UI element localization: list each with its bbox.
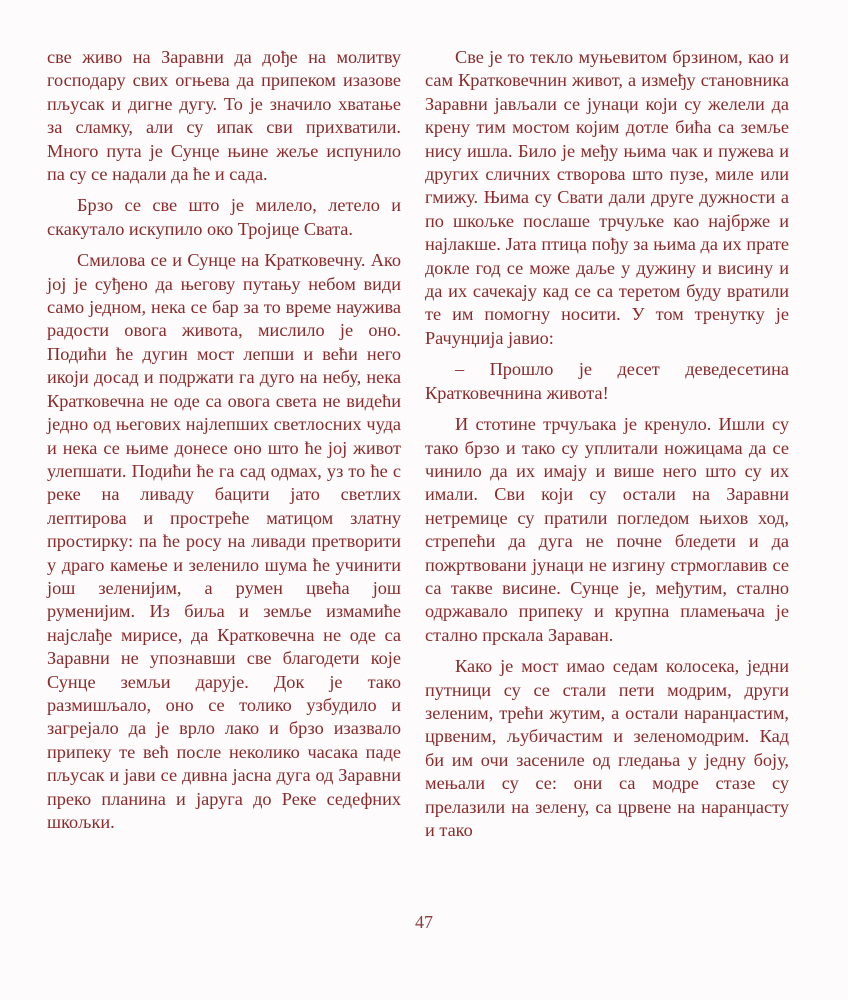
left-text-column	[47, 46, 401, 842]
paragraph: Како је мост имао седам колосека, једни путници су се стали пети модрим, други зеленим, трећи жутим, а остали наранџастим, црвеним, љубичастим и зеленомодрим. Кад би им очи засениле од гледања у једну боју, мењали су се: они са модре стазе су прелазили на зелену, са црвене на наранџасту и тако	[425, 656, 789, 840]
paragraph: све живо на Заравни да дође на молитву господару свих огњева да припеком изазове пљусак и дигне дугу. То је значило хватање за сламку, али су ипак сви прихватили. Много пута је Сунце њине жеље испунило па су се надали да ће и сада.	[47, 47, 401, 185]
page-number: 47	[415, 912, 433, 932]
paragraph: Брзо се све што је милело, летело и скакутало искупило око Тројице Свата.	[47, 195, 401, 239]
paragraph: Све је то текло муњевитом брзином, као и сам Кратковечнин живот, а између становника Заравни јављали се јунаци који су желели да крену тим мостом којим дотле бића са земље нису ишла. Било је међу њима чак и пужева и других сличних створова што пузе, миле или гмижу. Њима су Свати дали друге дужности а по шкољке послаше трчуљке као најбрже и најлакше. Јата птица пођу за њима да их прате докле год се може даље у дужину и висину и да их сачекају кад се са теретом буду вратили те им помогну носити. У том тренутку је Рачунџија јавио:	[425, 47, 789, 348]
right-text-column	[425, 46, 789, 850]
dialogue-line: – Прошло је десет деведесетина Кратковечнина живота!	[425, 359, 789, 403]
paragraph: И стотине трчуљака је кренуло. Ишли су тако брзо и тако су уплитали ножицама да се чинило да их имају и више него што су их имали. Сви који су остали на Заравни нетремице су пратили погледом њихов ход, стрепећи да дуга не почне бледети и да пожртвовани јунаци не изгину стрмоглавив се са такве висине. Сунце је, међутим, стално одржавало припеку и крупна пламењача је стално прскала Зараван.	[425, 414, 789, 645]
paragraph: Смилова се и Сунце на Кратковечну. Ако јој је суђено да његову путању небом види само једном, нека се бар за то време наужива радости овога живота, мислило је оно. Подићи ће дугин мост лепши и већи него икоји досад и подржати га дуго на небу, нека Кратковечна не оде са овога света не видећи једно од његових најлепших светлосних чуда и нека се њиме донесе оно што ће јој живот улепшати. Подићи ће га сад одмах, уз то ће с реке на ливаду бацити јато светлих лептирова и прострећe матицом златну простирку: па ће росу на ливади претворити у драго камење и зеленило шума ће учинити још зеленијим, а румен цвећа још руменијим. Из биља и земље измамиће најслађе мирисе, да Кратковечна не оде са Заравни не упознавши све благодети које Сунце земљи дарује. Док је тако размишљало, оно се толико узбудило и загрејало да је врло лако и брзо изазвало припеку те већ после неколико часака паде пљусак и јави се дивна јасна дуга од Заравни преко планина и јаруга до Реке седефних шкољки.	[47, 250, 401, 832]
